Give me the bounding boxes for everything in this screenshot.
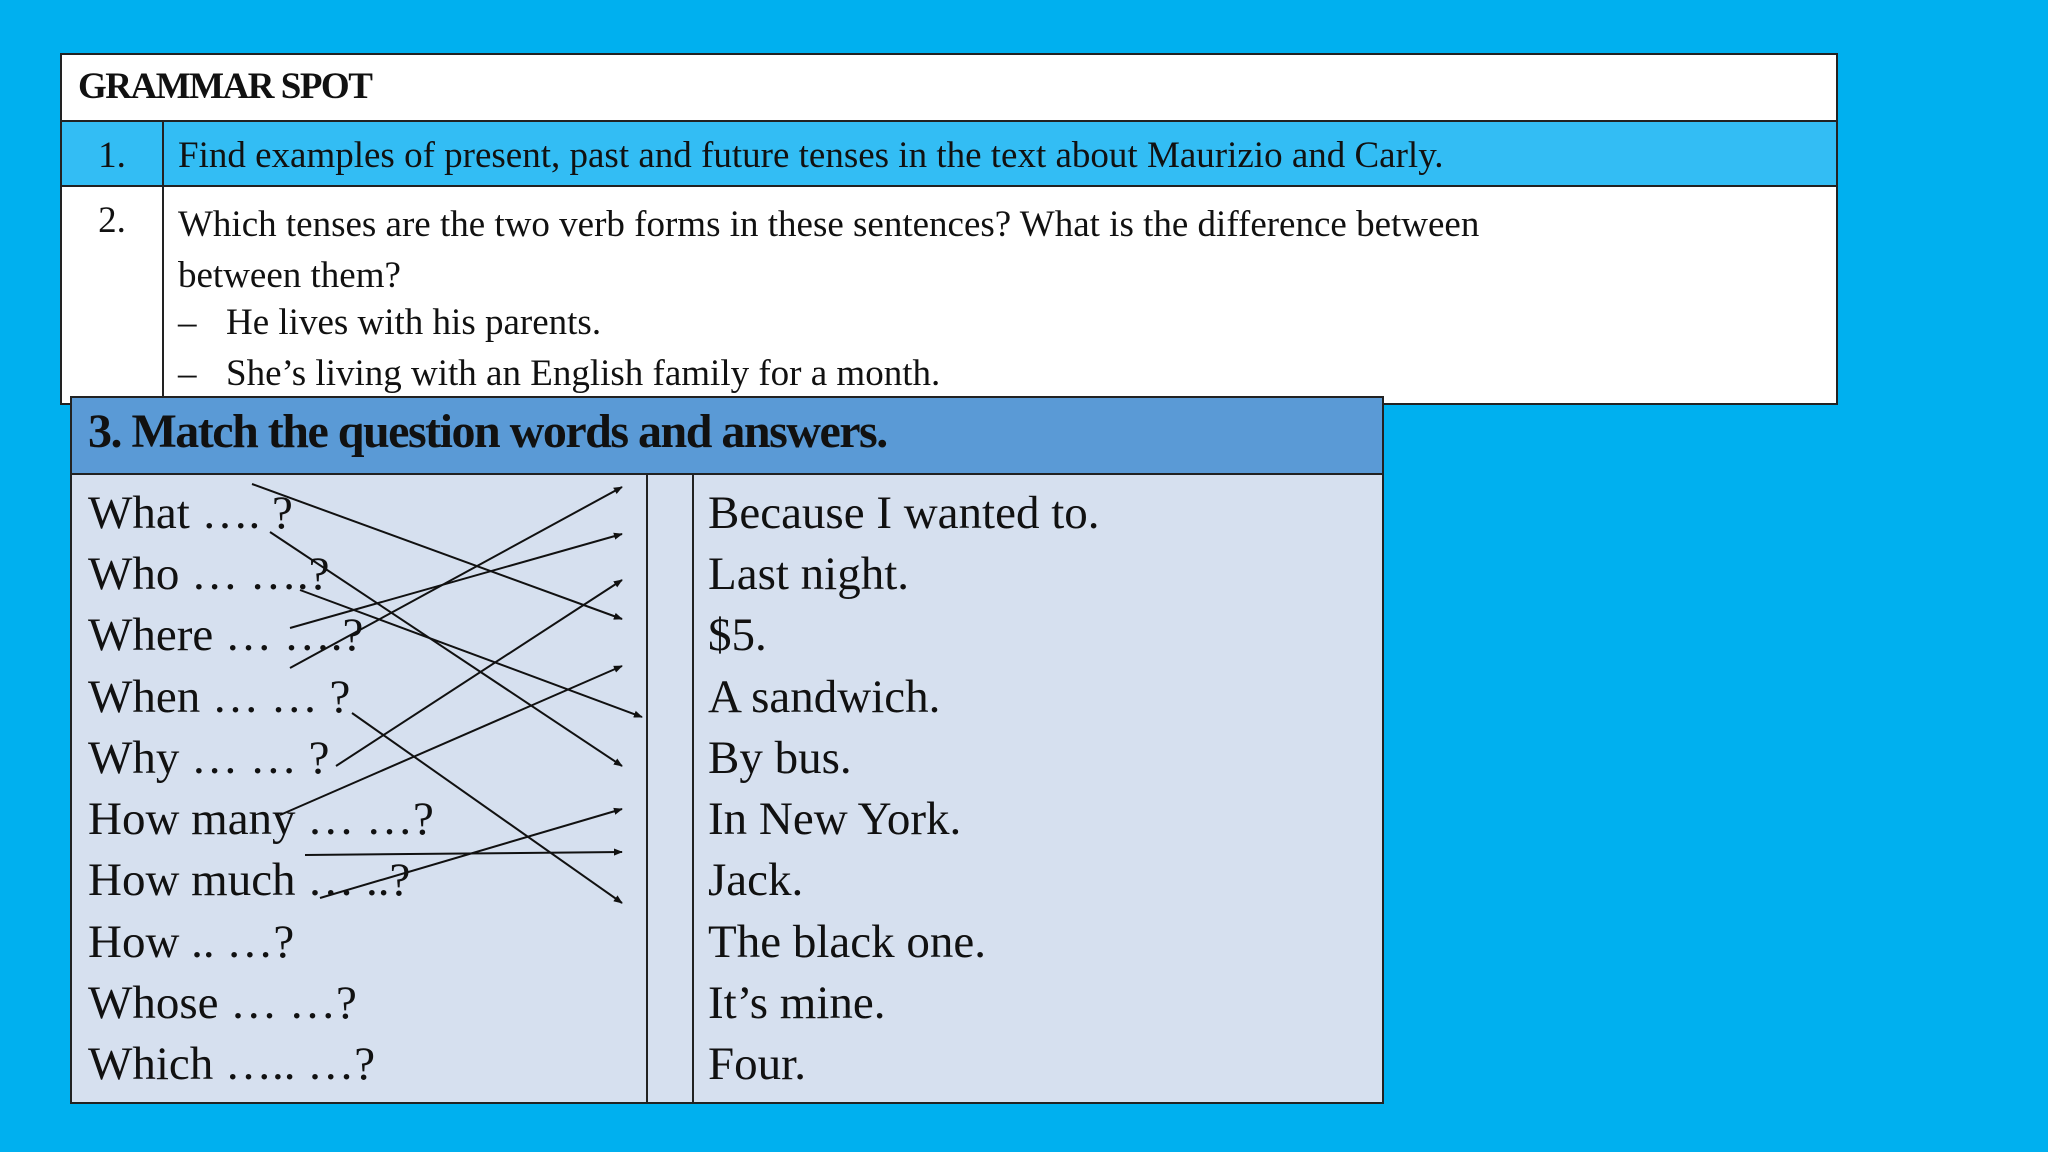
item-text: Find examples of present, past and future tenses in the text about Maurizio and Carly. — [178, 135, 1444, 176]
item-question-line: between them? — [178, 255, 401, 296]
answer-item: Because I wanted to. — [708, 487, 1100, 539]
bullet-dash: – — [178, 302, 197, 343]
match-arrow — [252, 484, 622, 619]
answer-item: By bus. — [708, 732, 852, 784]
item-question-line: Which tenses are the two verb forms in these sentences? What is the difference between — [178, 204, 1480, 245]
bullet-dash: – — [178, 353, 197, 394]
answer-item: It’s mine. — [708, 977, 886, 1029]
answer-item: Jack. — [708, 854, 804, 906]
question-word: Why … … ? — [88, 732, 330, 784]
example-text: He lives with his parents. — [226, 302, 602, 343]
answer-item: A sandwich. — [708, 671, 941, 723]
answer-item: $5. — [708, 609, 767, 661]
answer-item: In New York. — [708, 793, 962, 845]
match-arrow — [352, 713, 622, 903]
grammar-spot-title: GRAMMAR SPOT — [78, 66, 372, 107]
question-word: How .. …? — [88, 916, 295, 968]
question-word: How many … …? — [88, 793, 434, 845]
example-text: She’s living with an English family for a month. — [226, 353, 941, 394]
answer-item: Last night. — [708, 548, 910, 600]
match-arrow — [305, 852, 622, 855]
answer-item: The black one. — [708, 916, 986, 968]
match-arrow — [280, 666, 622, 815]
question-word: Whose … …? — [88, 977, 357, 1029]
question-word: Which ….. …? — [88, 1038, 376, 1090]
question-word: Where … ….? — [88, 609, 364, 661]
item-number: 1. — [98, 135, 126, 176]
question-word: What …. ? — [88, 487, 293, 539]
question-word: When … … ? — [88, 671, 351, 723]
item-number: 2. — [98, 200, 126, 241]
answer-item: Four. — [708, 1038, 806, 1090]
match-arrow — [300, 590, 642, 717]
question-word: Who … ….? — [88, 548, 330, 600]
match-arrow — [290, 534, 622, 628]
question-word: How much … ..? — [88, 854, 411, 906]
match-heading: 3. Match the question words and answers. — [88, 405, 887, 458]
